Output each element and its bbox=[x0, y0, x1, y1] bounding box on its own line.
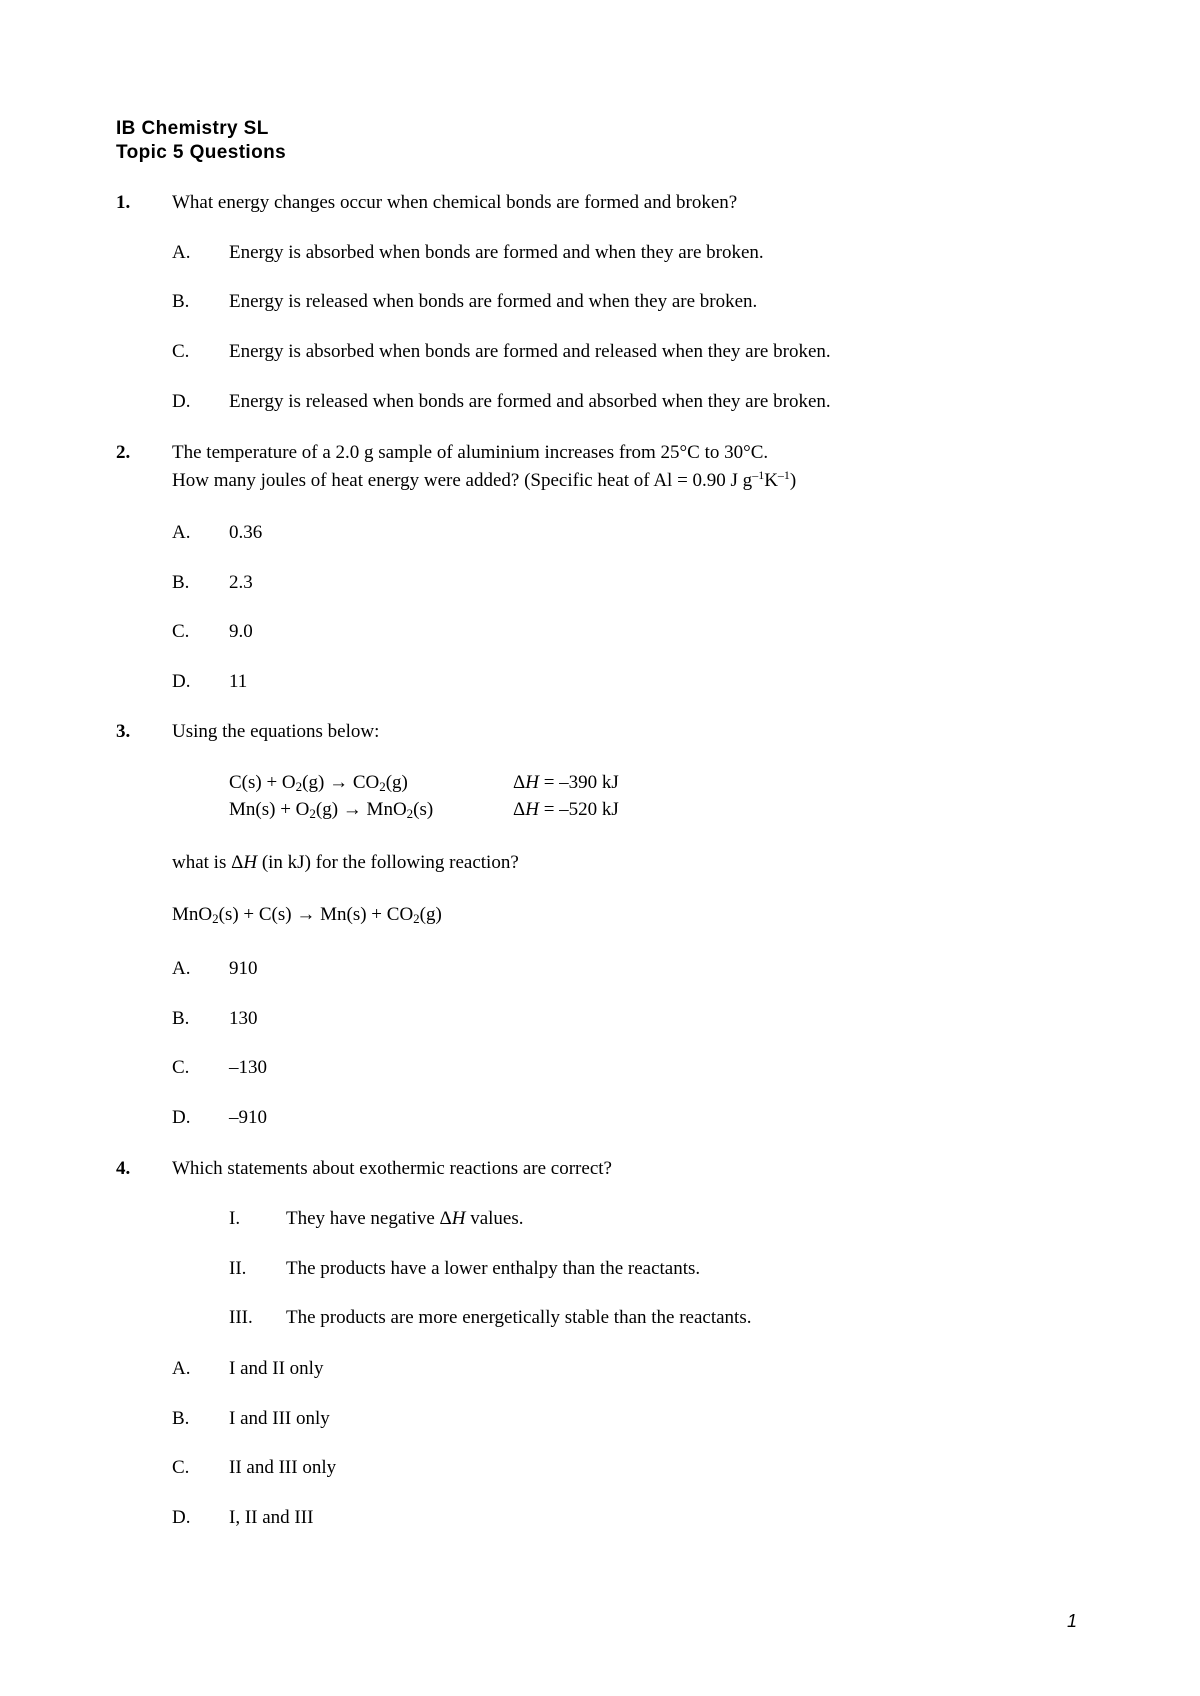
statement-numeral: III. bbox=[229, 1307, 253, 1328]
option-letter: A. bbox=[172, 522, 191, 543]
enthalpy-value-1: ΔH = –390 kJ bbox=[513, 772, 619, 793]
question-stem: What energy changes occur when chemical bonds are formed and broken? bbox=[172, 192, 738, 213]
option-text: 0.36 bbox=[229, 522, 263, 543]
statement-numeral: II. bbox=[229, 1258, 247, 1279]
option-letter: B. bbox=[172, 1008, 190, 1029]
document-subtitle: Topic 5 Questions bbox=[116, 142, 287, 163]
option-text: 9.0 bbox=[229, 621, 253, 642]
option-text: I, II and III bbox=[229, 1507, 314, 1528]
option-letter: B. bbox=[172, 1408, 190, 1429]
option-text: II and III only bbox=[229, 1457, 337, 1478]
question-number: 4. bbox=[116, 1158, 131, 1179]
statement-text: The products have a lower enthalpy than the reactants. bbox=[286, 1258, 701, 1279]
document-title: IB Chemistry SL bbox=[116, 118, 269, 139]
question-stem: Using the equations below: bbox=[172, 721, 380, 742]
equation-2: $Mn(s) + O_2(g) \to MnO_2(s)$ bbox=[229, 799, 434, 821]
equation-1: $C(s) + O_2(g) \to CO_2(g)$ bbox=[229, 772, 408, 794]
target-reaction: $MnO_2(s) + C(s) \to Mn(s) + CO_2(g)$ bbox=[172, 904, 442, 926]
statement-text: They have negative ΔH values. bbox=[286, 1208, 524, 1229]
question-stem-line-2: How many joules of heat energy were added? (Specific heat of Al = 0.90 J $g^{-1}K^{-1}$) bbox=[172, 468, 797, 491]
statement-numeral: I. bbox=[229, 1208, 241, 1229]
option-letter: C. bbox=[172, 341, 190, 362]
option-letter: C. bbox=[172, 1457, 190, 1478]
question-number: 2. bbox=[116, 442, 131, 463]
question-prompt: what is ΔH (in kJ) for the following reaction? bbox=[172, 852, 519, 873]
option-text: Energy is released when bonds are formed and absorbed when they are broken. bbox=[229, 391, 831, 412]
option-letter: D. bbox=[172, 391, 191, 412]
option-text: I and III only bbox=[229, 1408, 330, 1429]
option-letter: D. bbox=[172, 1107, 191, 1128]
option-letter: D. bbox=[172, 1507, 191, 1528]
page-number: 1 bbox=[1067, 1611, 1078, 1631]
option-text: Energy is absorbed when bonds are formed and released when they are broken. bbox=[229, 341, 831, 362]
option-letter: A. bbox=[172, 1358, 191, 1379]
option-text: 130 bbox=[229, 1008, 258, 1029]
question-number: 1. bbox=[116, 192, 131, 213]
option-text: 2.3 bbox=[229, 572, 253, 593]
option-letter: C. bbox=[172, 1057, 190, 1078]
option-text: 11 bbox=[229, 671, 248, 692]
option-text: 910 bbox=[229, 958, 258, 979]
option-text: Energy is released when bonds are formed and when they are broken. bbox=[229, 291, 758, 312]
option-text: I and II only bbox=[229, 1358, 324, 1379]
enthalpy-value-2: ΔH = –520 kJ bbox=[513, 799, 619, 820]
question-stem: Which statements about exothermic reactions are correct? bbox=[172, 1158, 612, 1179]
question-stem: The temperature of a 2.0 g sample of aluminium increases from 25°C to 30°C. bbox=[172, 442, 769, 463]
option-letter: C. bbox=[172, 621, 190, 642]
option-letter: B. bbox=[172, 291, 190, 312]
option-text: –130 bbox=[229, 1057, 267, 1078]
option-letter: B. bbox=[172, 572, 190, 593]
option-letter: A. bbox=[172, 958, 191, 979]
option-letter: A. bbox=[172, 242, 191, 263]
statement-text: The products are more energetically stable than the reactants. bbox=[286, 1307, 752, 1328]
option-text: Energy is absorbed when bonds are formed and when they are broken. bbox=[229, 242, 764, 263]
option-text: –910 bbox=[229, 1107, 267, 1128]
option-letter: D. bbox=[172, 671, 191, 692]
question-number: 3. bbox=[116, 721, 131, 742]
